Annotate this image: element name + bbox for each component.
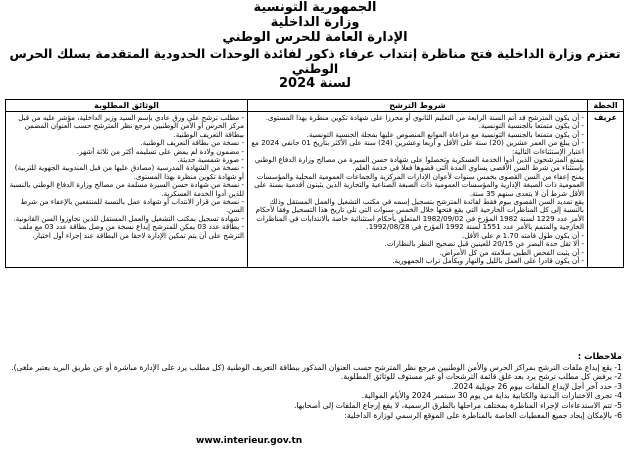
document-item: - نسخة من الشهادة المدرسية (مصادق عليها من قبل المندوبية الجهوية للتربية) أو شهادة تكوين منظرة بهذا المستوى.	[14, 163, 244, 181]
condition-item: - أن يبلغ من العمر عشرين (20) سنة على الأقل و أربعا وعشرين (24) سنة على الأكثر بتاريخ 01 جانفي 2024 مع اعتبار الإستثناءات التالية:	[251, 138, 584, 156]
condition-item: يقع تمديد السن القصوى بيوم فقط لفائدة المترشح بتسجيل إسمه في مكتب التشغيل والعمل المستقل وذلك بالنسبة إلى كل المناظرات الخارجية التي يقع فتحها خلال الخمس سنوات التي تلي تاريخ هذا التسجيل وفقا لأحكام الأمر عدد 1229 لسنة 1982 المؤرخ في 1982/09/02 المتعلق بأحكام استثنائية خاصة بالانتدابات في المناظرات الخارجية والمتمم بالأمر عدد 1551 لسنة 1992 المؤرخ في 1992/08/28.	[255, 197, 584, 232]
document-item: - نسخة من شهادة حسن السيرة مسلمة من مصالح وزارة الدفاع الوطني بالنسبة للذين أدوا الخدمة العسكرية.	[9, 180, 244, 198]
header-conditions: شروط الترشح	[248, 100, 588, 112]
ministry-title: وزارة الداخلية	[270, 15, 360, 30]
document-item: - مضمون ولادة لم يمض على تسليمه أكثر من ثلاثة أشهر.	[76, 146, 244, 156]
directorate-title: الإدارة العامة للحرس الوطني	[222, 30, 408, 45]
table-row	[6, 112, 624, 268]
ministry-website-link[interactable]: www.interieur.gov.tn	[196, 436, 303, 446]
condition-item: يتمتع المترشحون الذين أدوا الخدمة العسكرية وتحصلوا على شهادة حسن السيرة من مصالح وزارة الدفاع الوطني بإستثناء من شرط السن الأقصى يساوي المدة التي قضوها فعلا في خدمة العلم.	[254, 155, 584, 173]
header-plan: الخطة	[588, 100, 624, 112]
republic-title: الجمهورية التونسية	[253, 0, 377, 15]
document-item: - نسخة من بطاقة التعريف الوطنية.	[140, 138, 244, 148]
notes-title: ملاحظات :	[577, 352, 622, 362]
conditions-cell	[248, 112, 588, 268]
announcement-year: لسنة 2024	[278, 76, 351, 91]
note-item: 2- يرفض كل مطلب ترشح يرد بعد غلق قائمة الترشحات أو غير مستوف للوثائق المطلوبة.	[340, 372, 622, 382]
document-item: - صورة شمسية حديثة.	[177, 155, 244, 165]
condition-item: - أن يكون متمتعا بالجنسية التونسية مع مراعاة الموانع المنصوص عليها بمجلة الجنسية التونسية.	[306, 129, 584, 139]
document-header	[0, 0, 630, 91]
condition-item: - أن يكون طول قامته 1.70 م على الأقل.	[461, 230, 584, 240]
plan-cell: عريف	[588, 112, 624, 268]
condition-item: يمنح إعفاء من السن القصوى بخمس سنوات لأعوان الإدارات المركزية والجماعات العمومية المحلية والمؤسسات العمومية ذات الصبغة الإدارية والمؤسسات العمومية ذات الصبغة الصناعية والتجارية الذين يثبتون أقدمية بسنة على الأقل شرط أن لا يتعدى سنهم 35 سنة.	[254, 171, 584, 198]
note-item: 5- تتم الاستدعاءات لإجراء المناظرة بمختلف مراحلها بالطرق الرسمية، لا يقع إرجاع الملفات إلى أصحابها.	[294, 400, 622, 410]
note-item: 1- يقع إيداع ملفات الترشح بمراكز الحرس والأمن الوطنيين مرجع نظر المترشح حسب العنوان المذكور ببطاقة التعريف الوطنية (كل مطلب يرد على الإدارة مباشرة أو عن طريق البريد يعتبر ملغى).	[11, 362, 622, 372]
announcement-title: تعتزم وزارة الداخلية فتح مناظرة إنتداب عرفاء ذكور لفائدة الوحدات الحدودية المتقدمة بسلك الحرس الوطني	[9, 46, 621, 76]
condition-item: - أن يكون متمتعا بالجنسية التونسية.	[478, 121, 584, 131]
document-item: - بطاقة عدد 03 يمكن للمترشح إيداع نسخة من وصل بطاقة عدد 03 مع ملف الترشح على أن يتم تمكين الإدارة لاحقا من البطاقة عند إجراء أول اختبار.	[19, 222, 244, 240]
documents-cell	[6, 112, 248, 268]
note-item: 4- تجرى الاختبارات البدنية والكتابية بداية من يوم 30 سبتمبر 2024 والأيام الموالية.	[361, 391, 622, 401]
notes-section	[8, 353, 622, 420]
condition-item: - أن يكون المترشح قد أتم السنة الرابعة من التعليم الثانوي أو محرزا على شهادة تكوين منظرة بهذا المستوى.	[265, 113, 584, 122]
document-item: - نسخة من قرار الانتداب أو شهادة عمل بالنسبة للمنتفعين بالإعفاء من شرط السن.	[20, 197, 244, 215]
document-item: - مطلب ترشح على ورق عادي بإسم السيد وزير الداخلية، مؤشر عليه من قبل مركز الحرس أو الأمن الوطنيين مرجع نظر المترشح حسب العنوان المضمن ببطاقة التعريف الوطنية.	[18, 113, 244, 139]
note-item: 3- حدد آخر أجل لإيداع الملفات بيوم 26 جويلية 2024.	[451, 381, 622, 391]
document-item: - شهادة تسجيل بمكتب التشغيل والعمل المستقل للذين تجاوزوا السن القانونية.	[13, 213, 244, 223]
requirements-table	[5, 99, 624, 268]
condition-item: - أن يثبت الفحص الطبي سلامته من كل الأمراض.	[439, 247, 584, 257]
header-documents: الوثائق المطلوبة	[6, 100, 248, 112]
table-header-row	[6, 100, 624, 112]
condition-item: - أن يكون قادرا على العمل بالليل والنهار وبكامل تراب الجمهورية.	[392, 255, 584, 265]
note-item: 6- بالإمكان إيجاد جميع المعطيات الخاصة بالمناظرة على الموقع الرسمي لوزارة الداخلية:	[344, 410, 622, 420]
condition-item: - ألا تقل حدة البصر عن 20/15 للعينين قبل تصحيح النظر بالنظارات.	[384, 239, 584, 249]
